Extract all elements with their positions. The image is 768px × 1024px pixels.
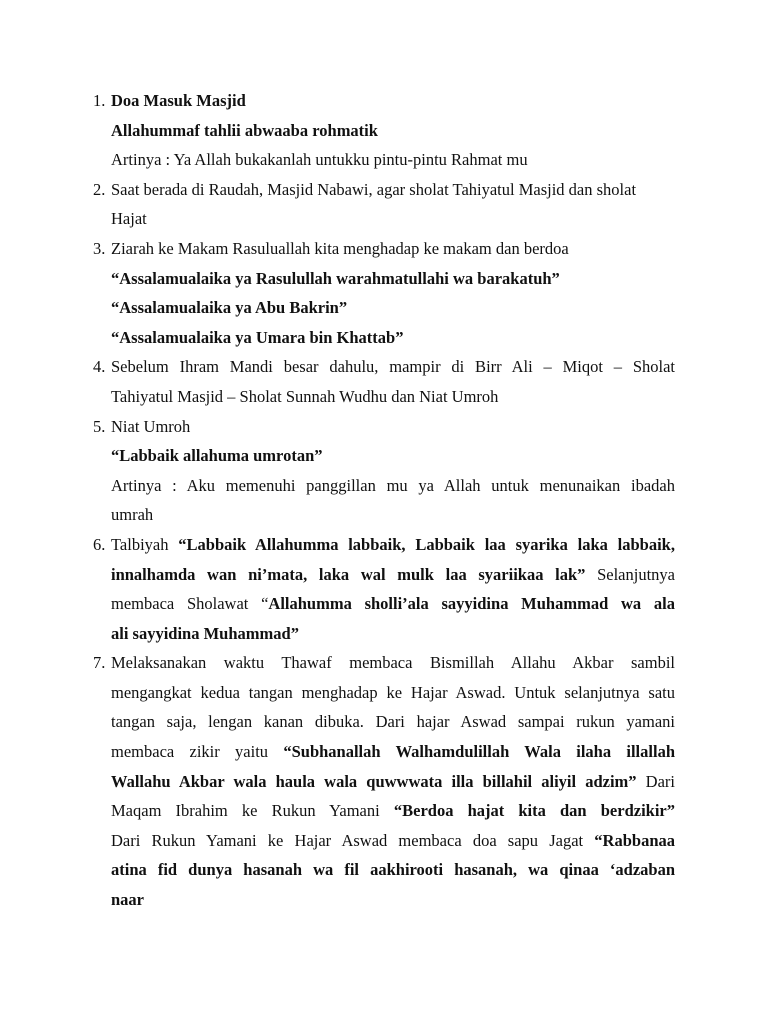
bold-text: Wallahu Akbar wala haula wala quwwwata illa billahil aliyil adzim”	[111, 771, 637, 791]
text-line	[111, 648, 675, 678]
text: Saat berada di Raudah, Masjid Nabawi, agar sholat Tahiyatul Masjid dan sholat	[111, 179, 637, 199]
bold-text: “Assalamualaika ya Abu Bakrin”	[111, 298, 348, 318]
text-line	[111, 234, 675, 264]
text: Ziarah ke Makam Rasuluallah kita menghadap ke makam dan berdoa	[111, 238, 569, 258]
bold-text: “Assalamualaika ya Umara bin Khattab”	[111, 327, 404, 347]
list-item	[93, 234, 675, 352]
text: Melaksanakan waktu Thawaf membaca Bismillah Allahu Akbar sambil	[111, 653, 675, 673]
bold-text: naar	[111, 890, 144, 910]
text: Hajat	[111, 209, 147, 229]
text: membaca zikir yaitu	[111, 742, 284, 762]
list-item	[93, 352, 675, 411]
text-line	[111, 619, 675, 649]
bold-text: Allahummaf tahlii abwaaba rohmatik	[111, 120, 378, 140]
list-item	[93, 648, 675, 914]
numbered-list	[93, 86, 675, 915]
text-line	[111, 175, 675, 205]
text-line	[111, 560, 675, 590]
list-item-number: 2.	[93, 179, 106, 199]
bold-text: “Subhanallah Walhamdulillah Wala ilaha illallah	[283, 742, 675, 762]
text: Tahiyatul Masjid – Sholat Sunnah Wudhu dan Niat Umroh	[111, 386, 499, 406]
bold-text: “Labbaik Allahumma labbaik, Labbaik laa syarika laka labbaik,	[178, 534, 675, 554]
text: Talbiyah	[111, 534, 179, 554]
text-line	[111, 855, 675, 885]
list-item	[93, 530, 675, 648]
bold-text: atina fid dunya hasanah wa fil aakhirooti hasanah, wa qinaa ‘adzaban	[111, 860, 675, 880]
text-line	[111, 86, 675, 116]
text: Selanjutnya	[585, 564, 675, 584]
text-line	[111, 264, 675, 294]
text: Maqam Ibrahim ke Rukun Yamani	[111, 801, 394, 821]
text-line	[111, 707, 675, 737]
bold-text: Allahumma sholli’ala sayyidina Muhammad wa ala	[268, 594, 675, 614]
text-line	[111, 204, 675, 234]
text-line	[111, 737, 675, 767]
list-item	[93, 412, 675, 530]
bold-text: ali sayyidina Muhammad”	[111, 623, 299, 643]
list-item	[93, 175, 675, 234]
list-item-number: 6.	[93, 534, 106, 554]
text-line	[111, 293, 675, 323]
text-line	[111, 885, 675, 915]
list-item-number: 5.	[93, 416, 106, 436]
text: Sebelum Ihram Mandi besar dahulu, mampir di Birr Ali – Miqot – Sholat	[111, 357, 675, 377]
text-line	[111, 382, 675, 412]
bold-text: “Rabbanaa	[594, 830, 675, 850]
text: Dari Rukun Yamani ke Hajar Aswad membaca doa sapu Jagat	[111, 830, 595, 850]
list-item	[93, 86, 675, 175]
list-item-number: 4.	[93, 357, 106, 377]
text: umrah	[111, 505, 154, 525]
text-line	[111, 441, 675, 471]
text-line	[111, 116, 675, 146]
text-line	[111, 826, 675, 856]
text-line	[111, 352, 675, 382]
bold-text: “Berdoa hajat kita dan berdzikir”	[393, 801, 675, 821]
text-line	[111, 678, 675, 708]
bold-text: “Assalamualaika ya Rasulullah warahmatullahi wa barakatuh”	[111, 268, 560, 288]
text-line	[111, 145, 675, 175]
list-item-number: 7.	[93, 653, 106, 673]
text: tangan saja, lengan kanan dibuka. Dari hajar Aswad sampai rukun yamani	[111, 712, 675, 732]
text: Niat Umroh	[111, 416, 191, 436]
text: Dari	[636, 771, 675, 791]
text-line	[111, 796, 675, 826]
text-line	[111, 530, 675, 560]
bold-text: Doa Masuk Masjid	[111, 91, 246, 110]
text-line	[111, 767, 675, 797]
bold-text: “Labbaik allahuma umrotan”	[111, 446, 323, 466]
text-line	[111, 471, 675, 501]
text: Artinya : Ya Allah bukakanlah untukku pintu-pintu Rahmat mu	[111, 150, 528, 170]
text-line	[111, 500, 675, 530]
text: Artinya : Aku memenuhi panggillan mu ya Allah untuk menunaikan ibadah	[111, 475, 675, 495]
list-item-number: 3.	[93, 238, 106, 258]
text: mengangkat kedua tangan menghadap ke Hajar Aswad. Untuk selanjutnya satu	[111, 682, 675, 702]
text-line	[111, 412, 675, 442]
text-line	[111, 589, 675, 619]
text-line	[111, 323, 675, 353]
text: membaca Sholawat “	[111, 594, 269, 614]
bold-text: innalhamda wan ni’mata, laka wal mulk laa syariikaa lak”	[111, 564, 586, 584]
list-item-number: 1.	[93, 91, 106, 110]
